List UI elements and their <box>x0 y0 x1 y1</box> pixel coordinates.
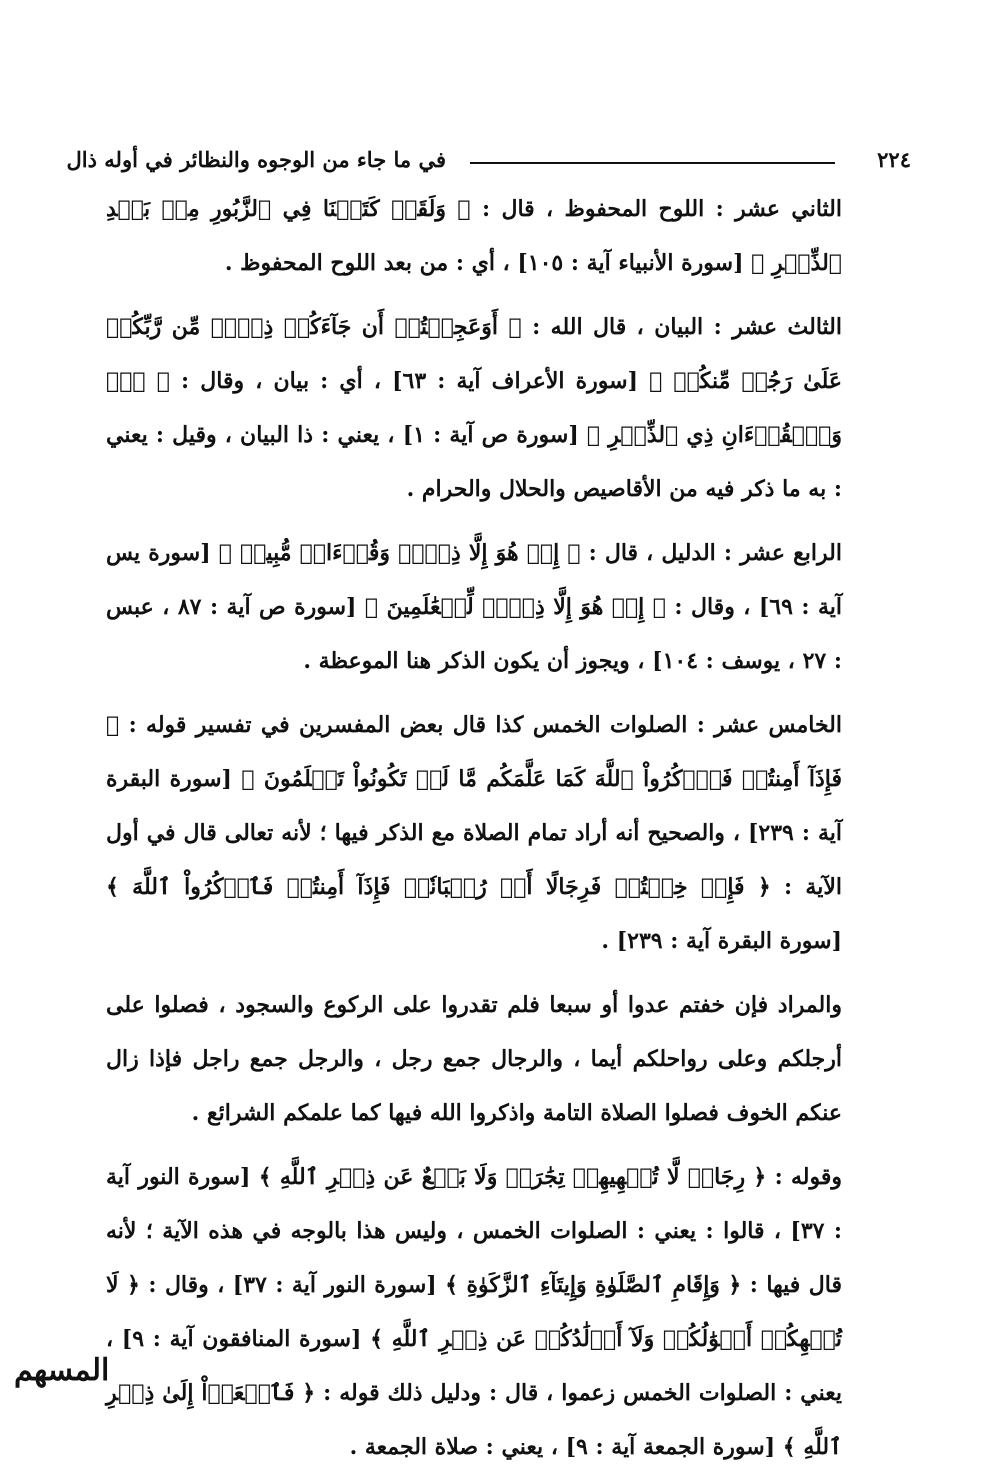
watermark-logo <box>10 1353 110 1414</box>
paragraph-13: الثالث عشر : البيان ، قال الله : ﴿ أَوَعَجِبۡتُمۡ أَن جَآءَكُمۡ ذِكۡرٞ مِّن رَّبِّكُمۡ عَلَىٰ رَجُلٖ مِّنكُمۡ ﴾ [سورة الأعراف آية : ٦٣] ، أي : بيان ، وقال : ﴿ صٓۚ وَٱلۡقُرۡءَانِ ذِي ٱلذِّكۡرِ ﴾ [سورة ص آية : ١] ، يعني : ذا البيان ، وقيل : يعني : به ما ذكر فيه من الأقاصيص والحلال والحرام . <box>106 314 843 502</box>
chapter-title: في ما جاء من الوجوه والنظائر في أوله ذال <box>66 146 446 172</box>
watermark-text: المسهم <box>14 1353 110 1388</box>
running-head <box>66 142 911 176</box>
paragraph-explanation: والمراد فإن خفتم عدوا أو سبعا فلم تقدروا على الركوع والسجود ، فصلوا على أرجلكم وعلى رواحلكم أيما ، والرجال جمع رجل ، والرجل جمع راجل فإذا زال عنكم الخوف فصلوا الصلاة التامة واذكروا الله فيها كما علمكم الشرائع . <box>106 992 842 1126</box>
paragraph-quote-discussion: وقوله : ﴿ رِجَالٞ لَّا تُلۡهِيهِمۡ تِجَٰرَةٞ وَلَا بَيۡعٌ عَن ذِكۡرِ ٱللَّهِ ﴾ [سورة النور آية : ٣٧] ، قالوا : يعني : الصلوات الخمس ، وليس هذا بالوجه في هذه الآية ؛ لأنه قال فيها : ﴿ وَإِقَامِ ٱلصَّلَوٰةِ وَإِيتَآءِ ٱلزَّكَوٰةِ ﴾ [سورة النور آية : ٣٧] ، وقال : ﴿ لَا تُلۡهِكُمۡ أَمۡوَٰلُكُمۡ وَلَآ أَوۡلَٰدُكُمۡ عَن ذِكۡرِ ٱللَّهِ ﴾ [سورة المنافقون آية : ٩] ، يعني : الصلوات الخمس زعموا ، قال : ودليل ذلك قوله : ﴿ فَٱسۡعَوۡاْ إِلَىٰ ذِكۡرِ ٱللَّهِ ﴾ [سورة الجمعة آية : ٩] ، يعني : صلاة الجمعة . <box>106 1164 843 1460</box>
paragraph-12: الثاني عشر : اللوح المحفوظ ، قال : ﴿ وَلَقَدۡ كَتَبۡنَا فِي ٱلزَّبُورِ مِنۢ بَعۡدِ ٱلذِّكۡرِ ﴾ [سورة الأنبياء آية : ١٠٥] ، أي : من بعد اللوح المحفوظ . <box>106 196 842 276</box>
header-rule <box>470 162 835 164</box>
page-number: ٢٢٤ <box>877 146 911 172</box>
page-content <box>106 182 842 1484</box>
paragraph-15: الخامس عشر : الصلوات الخمس كذا قال بعض المفسرين في تفسير قوله : ﴿ فَإِذَآ أَمِنتُمۡ فَٱذۡكُرُواْ ٱللَّهَ كَمَا عَلَّمَكُم مَّا لَمۡ تَكُونُواْ تَعۡلَمُونَ ﴾ [سورة البقرة آية : ٢٣٩] ، والصحيح أنه أراد تمام الصلاة مع الذكر فيها ؛ لأنه تعالى قال في أول الآية : ﴿ فَإِنۡ خِفۡتُمۡ فَرِجَالًا أَوۡ رُكۡبَانٗاۖ فَإِذَآ أَمِنتُمۡ فَٱذۡكُرُواْ ٱللَّهَ ﴾ [سورة البقرة آية : ٢٣٩] . <box>106 712 842 954</box>
paragraph-14: الرابع عشر : الدليل ، قال : ﴿ إِنۡ هُوَ إِلَّا ذِكۡرٞ وَقُرۡءَانٞ مُّبِينٞ ﴾ [سورة يس آية : ٦٩] ، وقال : ﴿ إِنۡ هُوَ إِلَّا ذِكۡرٞ لِّلۡعَٰلَمِينَ ﴾ [سورة ص آية : ٨٧ ، عبس : ٢٧ ، يوسف : ١٠٤] ، ويجوز أن يكون الذكر هنا الموعظة . <box>106 540 842 674</box>
